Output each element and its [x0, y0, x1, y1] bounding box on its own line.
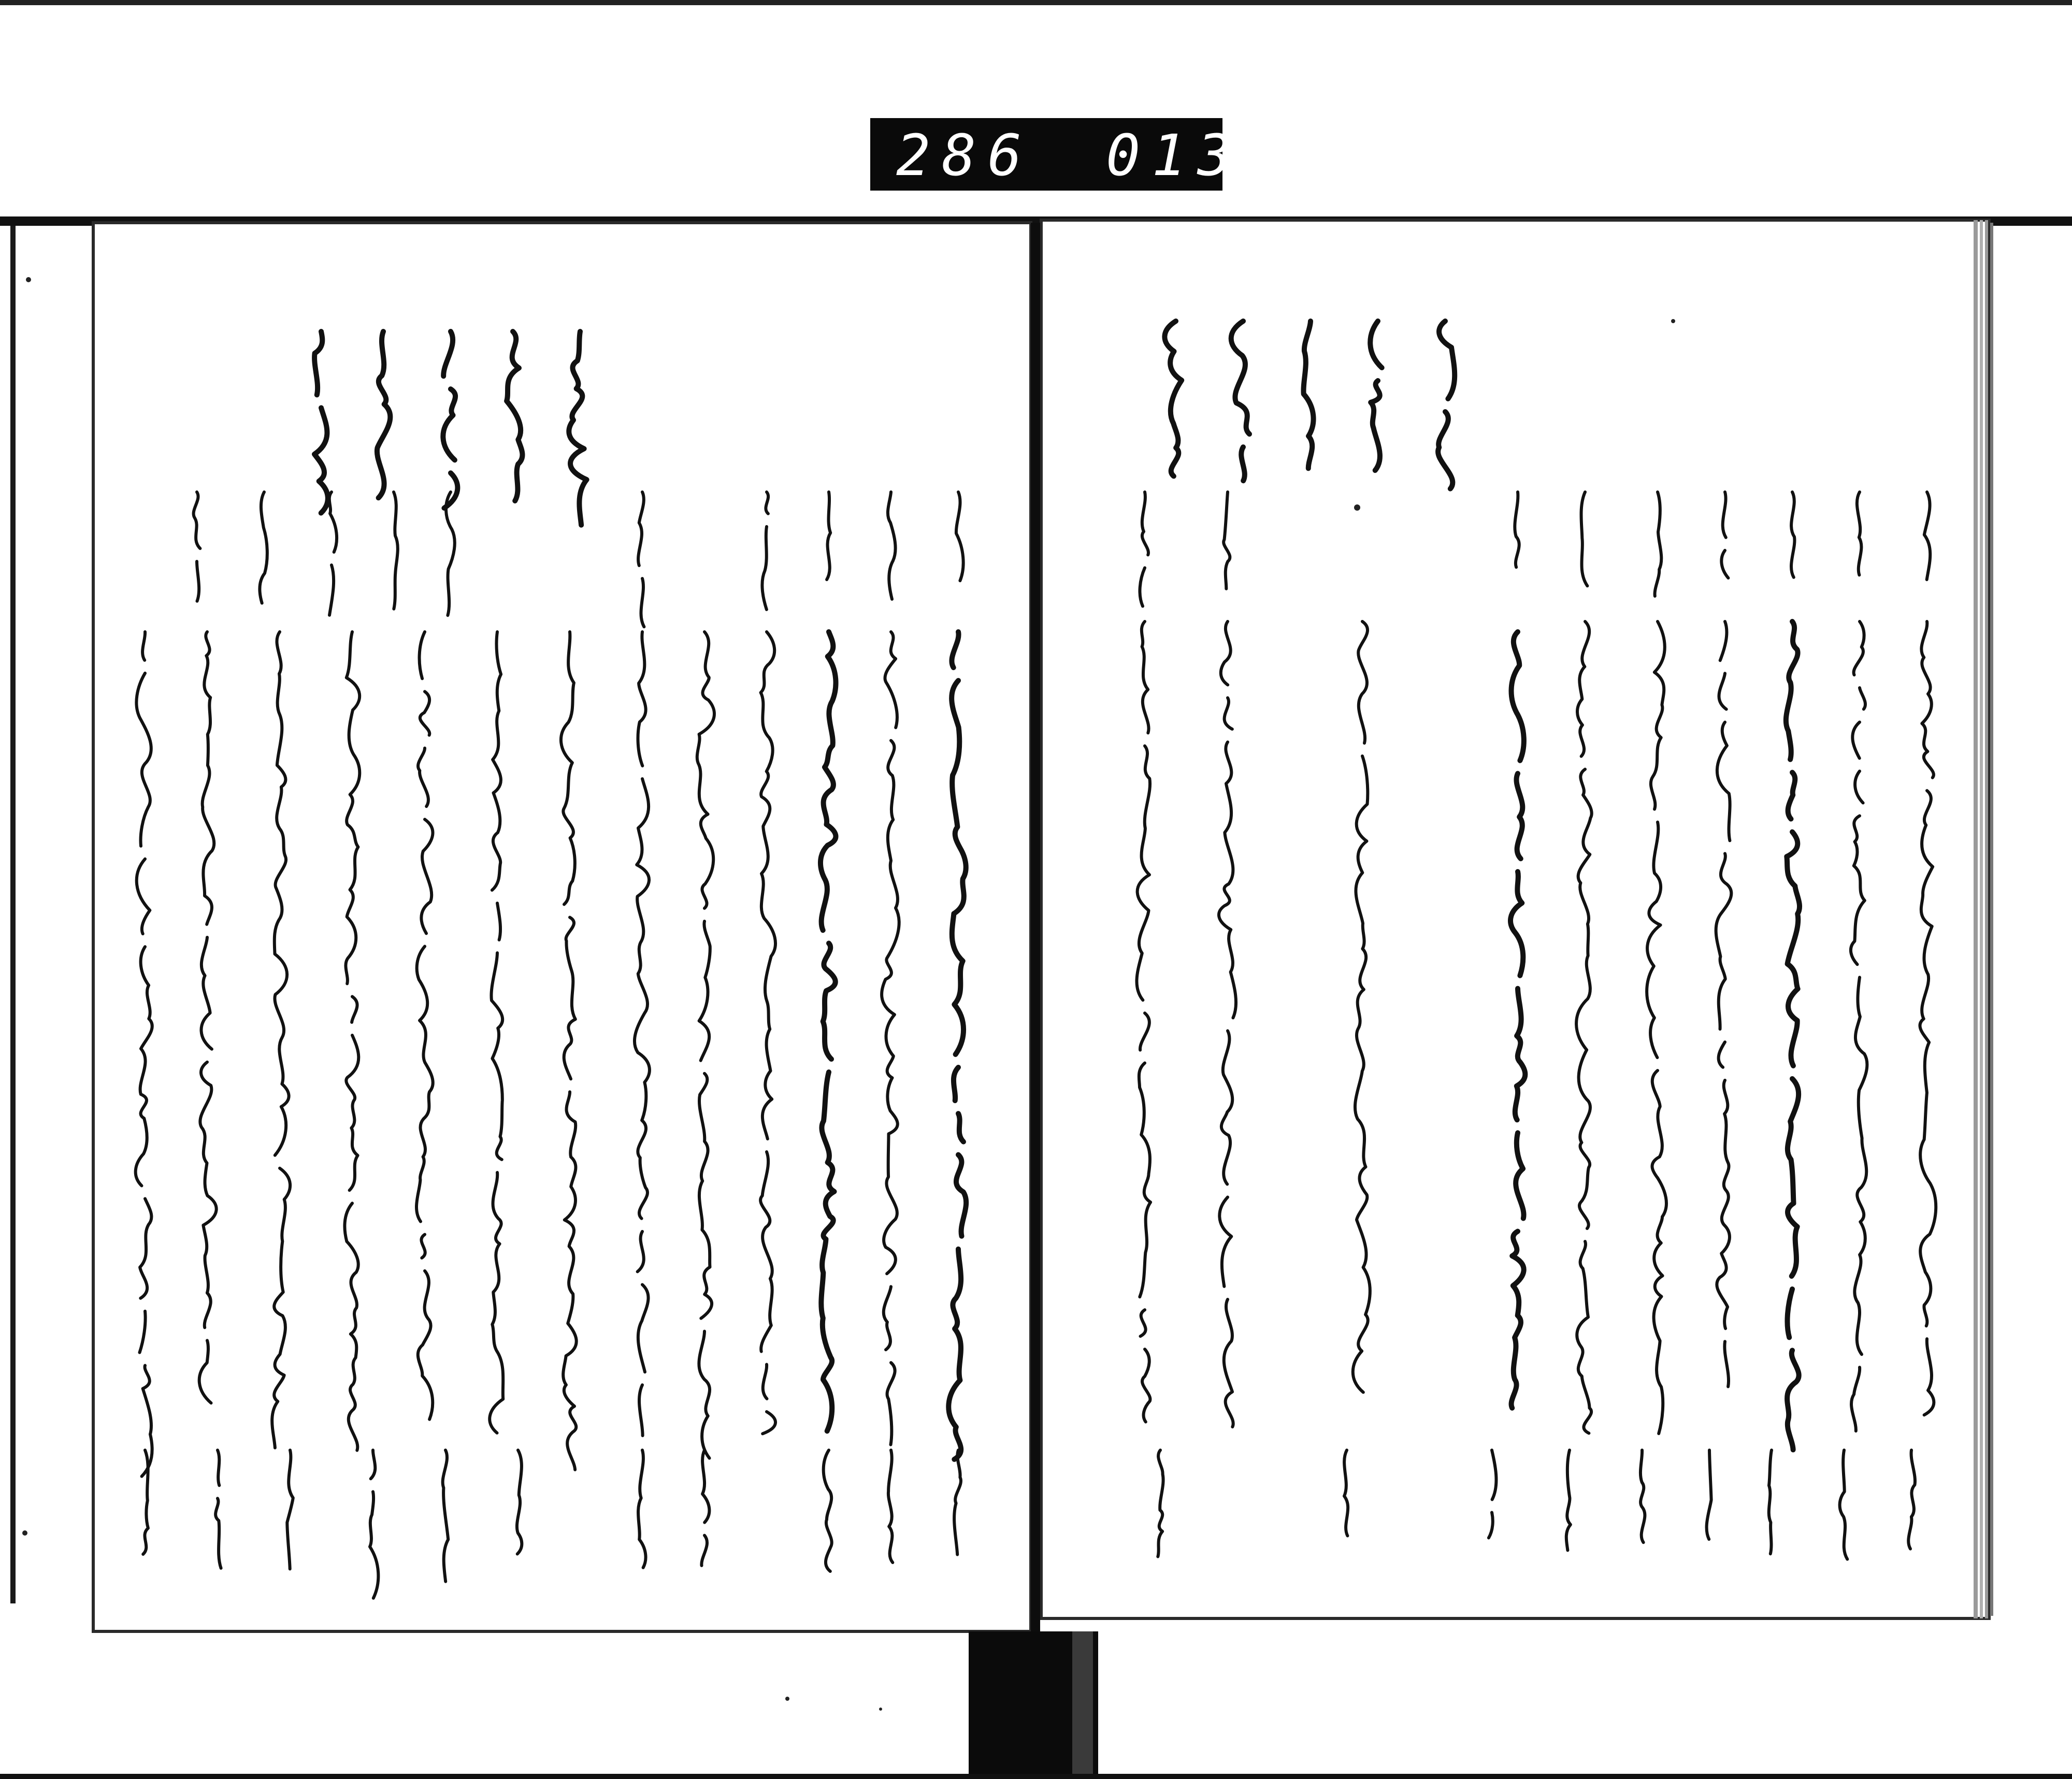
gutter — [1031, 223, 1040, 1631]
handwriting-note — [0, 0, 1, 1]
bottom-border-line — [0, 1774, 2072, 1779]
bottom-clamp — [969, 1631, 1098, 1779]
left-margin-border — [10, 226, 16, 1603]
frame-counter-left: 286 — [896, 122, 1033, 189]
frame-counter — [870, 118, 1243, 191]
frame-counter-right: 013 — [1106, 122, 1243, 189]
right-page — [1041, 220, 1989, 1618]
top-edge-line — [0, 0, 2072, 5]
